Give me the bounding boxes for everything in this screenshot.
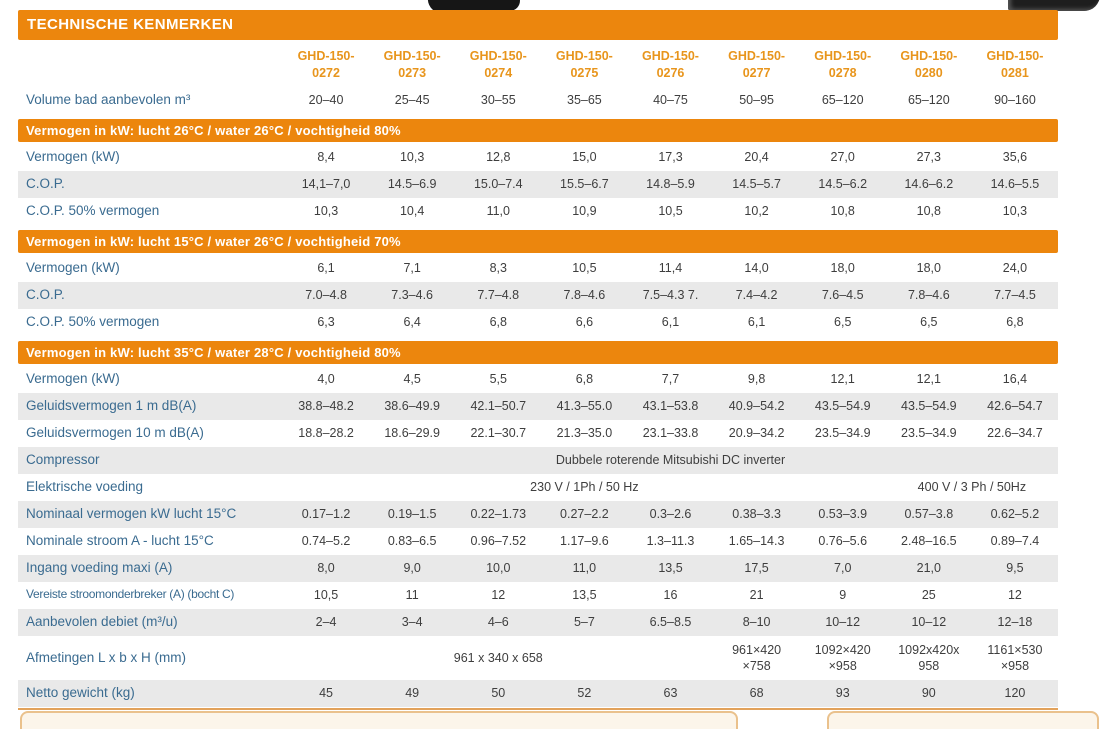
value-cell: 42.6–54.7	[987, 399, 1043, 414]
value-cell: 10,3	[313, 204, 339, 219]
value-cell: 7.7–4.5	[994, 288, 1036, 303]
section-header: Vermogen in kW: lucht 26°C / water 26°C / vochtigheid 80%	[18, 119, 1058, 142]
value-cell: 2.48–16.5	[901, 534, 957, 549]
value-cell: 12–18	[997, 615, 1033, 630]
row-label: Geluidsvermogen 1 m dB(A)	[26, 398, 197, 414]
value-cell: 45	[319, 686, 333, 701]
column-header: GHD-150- 0273	[383, 49, 441, 80]
value-cell: 7.5–4.3 7.	[642, 288, 699, 303]
value-cell: 8,3	[489, 261, 507, 276]
value-cell: 14,0	[744, 261, 769, 276]
column-header: GHD-150- 0280	[900, 49, 958, 80]
column-header-row	[18, 40, 1058, 87]
row-label: Geluidsvermogen 10 m dB(A)	[26, 425, 204, 441]
value-cell: 23.5–34.9	[814, 426, 871, 441]
value-cell: 10,4	[399, 204, 425, 219]
value-cell: 0.83–6.5	[387, 534, 437, 549]
value-cell: 13,5	[572, 588, 597, 603]
table-bottom-border	[18, 708, 1058, 710]
value-cell: 10,9	[572, 204, 597, 219]
value-cell: 1092x420x 958	[898, 642, 960, 673]
row-label: Aanbevolen debiet (m³/u)	[26, 614, 178, 630]
value-cell: 961 x 340 x 658	[453, 650, 543, 665]
value-cell: 10,5	[658, 204, 683, 219]
value-cell: 10–12	[825, 615, 861, 630]
value-cell: 22.1–30.7	[470, 426, 527, 441]
value-cell: 6,3	[317, 315, 335, 330]
value-cell: 7.4–4.2	[735, 288, 778, 303]
value-cell: 17,5	[744, 561, 769, 576]
value-cell: 6.5–8.5	[649, 615, 692, 630]
table-row	[18, 680, 1058, 707]
value-cell: 6,5	[920, 315, 938, 330]
value-cell: 14,1–7,0	[301, 177, 351, 192]
value-cell: 1.3–11.3	[646, 534, 695, 549]
value-cell: 52	[577, 686, 592, 701]
value-cell: 21	[749, 588, 764, 603]
value-cell: 90–160	[994, 93, 1036, 108]
row-label: Elektrische voeding	[26, 479, 144, 495]
value-cell: 11,0	[572, 561, 597, 576]
value-cell: 17,3	[658, 150, 683, 165]
row-label: Compressor	[26, 452, 100, 468]
value-cell: 25	[921, 588, 936, 603]
value-cell: 7.0–4.8	[305, 288, 347, 303]
value-cell: 10,2	[744, 204, 769, 219]
value-cell: 21.3–35.0	[556, 426, 613, 441]
spec-table-body	[18, 87, 1058, 707]
value-cell: 3–4	[401, 615, 423, 630]
value-cell: 7.3–4.6	[391, 288, 434, 303]
next-section-box	[20, 711, 738, 729]
value-cell: 38.6–49.9	[384, 399, 440, 414]
value-cell: 43.1–53.8	[642, 399, 699, 414]
value-cell: 6,8	[1006, 315, 1024, 330]
value-cell: 20.9–34.2	[728, 426, 785, 441]
row-label: Vermogen (kW)	[26, 371, 120, 387]
value-cell: 10,3	[399, 150, 425, 165]
column-header: GHD-150- 0278	[814, 49, 872, 80]
value-cell: 12	[1007, 588, 1022, 603]
table-row	[18, 528, 1058, 555]
value-cell: 40–75	[653, 93, 688, 108]
table-row	[18, 87, 1058, 114]
value-cell: 18.6–29.9	[384, 426, 440, 441]
value-cell: 12,8	[486, 150, 511, 165]
value-cell: Dubbele roterende Mitsubishi DC inverter	[555, 453, 786, 468]
value-cell: 21,0	[916, 561, 941, 576]
value-cell: 68	[749, 686, 764, 701]
value-cell: 14.5–5.7	[732, 177, 781, 192]
value-cell: 6,4	[403, 315, 421, 330]
value-cell: 0.53–3.9	[818, 507, 868, 522]
value-cell: 35,6	[1002, 150, 1028, 165]
value-cell: 43.5–54.9	[901, 399, 957, 414]
value-cell: 93	[835, 686, 850, 701]
row-label: C.O.P. 50% vermogen	[26, 203, 160, 219]
value-cell: 40.9–54.2	[728, 399, 785, 414]
value-cell: 230 V / 1Ph / 50 Hz	[530, 480, 639, 495]
value-cell: 90	[921, 686, 936, 701]
value-cell: 6,1	[661, 315, 680, 330]
value-cell: 1161×530 ×958	[987, 642, 1043, 673]
table-row	[18, 636, 1058, 680]
column-header: GHD-150- 0276	[642, 49, 699, 80]
table-row	[18, 420, 1058, 447]
value-cell: 8,4	[317, 150, 335, 165]
value-cell: 14.8–5.9	[646, 177, 695, 192]
value-cell: 0.89–7.4	[990, 534, 1040, 549]
value-cell: 23.1–33.8	[642, 426, 699, 441]
value-cell: 35–65	[567, 93, 602, 108]
value-cell: 400 V / 3 Ph / 50Hz	[917, 480, 1027, 495]
value-cell: 10,0	[486, 561, 511, 576]
value-cell: 7,0	[834, 561, 852, 576]
row-label: Nominale stroom A - lucht 15°C	[26, 533, 214, 549]
table-row	[18, 255, 1058, 282]
value-cell: 22.6–34.7	[987, 426, 1043, 441]
value-cell: 8,0	[317, 561, 335, 576]
section-header: Vermogen in kW: lucht 15°C / water 26°C / vochtigheid 70%	[18, 230, 1058, 253]
value-cell: 11	[405, 588, 419, 603]
value-cell: 10,5	[313, 588, 339, 603]
value-cell: 65–120	[907, 93, 950, 108]
value-cell: 15,0	[572, 150, 597, 165]
value-cell: 9,5	[1006, 561, 1024, 576]
value-cell: 6,1	[747, 315, 766, 330]
value-cell: 18,0	[916, 261, 941, 276]
value-cell: 10,3	[1002, 204, 1028, 219]
value-cell: 23.5–34.9	[901, 426, 957, 441]
value-cell: 10,8	[830, 204, 855, 219]
value-cell: 15.0–7.4	[473, 177, 523, 192]
value-cell: 7,7	[661, 372, 680, 387]
value-cell: 1.17–9.6	[560, 534, 609, 549]
table-row	[18, 198, 1058, 225]
row-label: Afmetingen L x b x H (mm)	[26, 649, 187, 665]
value-cell: 6,8	[489, 315, 507, 330]
value-cell: 6,1	[317, 261, 335, 276]
table-row	[18, 582, 1058, 609]
row-label: Volume bad aanbevolen m³	[26, 92, 191, 108]
value-cell: 6,8	[575, 372, 594, 387]
table-row	[18, 447, 1058, 474]
value-cell: 20,4	[744, 150, 769, 165]
row-label: C.O.P.	[26, 287, 65, 303]
section-header: Vermogen in kW: lucht 35°C / water 28°C / vochtigheid 80%	[18, 341, 1058, 364]
value-cell: 38.8–48.2	[298, 399, 354, 414]
value-cell: 10,8	[916, 204, 941, 219]
value-cell: 11,4	[658, 261, 683, 276]
value-cell: 9	[839, 588, 847, 603]
value-cell: 25–45	[394, 93, 430, 108]
column-header: GHD-150- 0272	[297, 49, 355, 80]
value-cell: 10,5	[572, 261, 597, 276]
row-label: Ingang voeding maxi (A)	[26, 560, 173, 576]
column-header: GHD-150- 0281	[986, 49, 1044, 80]
table-row	[18, 501, 1058, 528]
value-cell: 41.3–55.0	[556, 399, 613, 414]
value-cell: 43.5–54.9	[814, 399, 871, 414]
value-cell: 12,1	[830, 372, 855, 387]
table-row	[18, 555, 1058, 582]
value-cell: 14.6–6.2	[904, 177, 954, 192]
row-label: Vermogen (kW)	[26, 149, 120, 165]
value-cell: 13,5	[658, 561, 683, 576]
value-cell: 0.17–1.2	[301, 507, 351, 522]
value-cell: 12	[491, 588, 506, 603]
value-cell: 18,0	[830, 261, 855, 276]
row-label: Vereiste stroomonderbreker (A) (bocht C)	[26, 587, 235, 602]
value-cell: 8–10	[742, 615, 771, 630]
value-cell: 0.3–2.6	[649, 507, 692, 522]
value-cell: 30–55	[480, 93, 516, 108]
row-label: C.O.P. 50% vermogen	[26, 314, 160, 330]
value-cell: 50	[491, 686, 506, 701]
value-cell: 49	[405, 686, 420, 701]
value-cell: 1092×420 ×958	[814, 642, 871, 673]
value-cell: 4,0	[317, 372, 335, 387]
value-cell: 0.57–3.8	[904, 507, 954, 522]
table-row	[18, 393, 1058, 420]
value-cell: 20–40	[308, 93, 344, 108]
value-cell: 4,5	[403, 372, 421, 387]
value-cell: 11,0	[486, 204, 510, 219]
row-label: Nominaal vermogen kW lucht 15°C	[26, 506, 237, 522]
value-cell: 0.76–5.6	[818, 534, 868, 549]
value-cell: 7.8–4.6	[907, 288, 950, 303]
column-header: GHD-150- 0274	[469, 49, 527, 80]
value-cell: 10–12	[911, 615, 947, 630]
table-title: TECHNISCHE KENMERKEN	[18, 10, 1058, 40]
value-cell: 7,1	[403, 261, 421, 276]
value-cell: 0.74–5.2	[301, 534, 351, 549]
value-cell: 14.5–6.2	[818, 177, 868, 192]
value-cell: 16	[663, 588, 678, 603]
value-cell: 65–120	[821, 93, 864, 108]
value-cell: 16,4	[1002, 372, 1028, 387]
value-cell: 18.8–28.2	[298, 426, 354, 441]
column-header: GHD-150- 0275	[555, 49, 613, 80]
table-row	[18, 609, 1058, 636]
table-row	[18, 474, 1058, 501]
value-cell: 12,1	[916, 372, 941, 387]
value-cell: 27,3	[916, 150, 941, 165]
value-cell: 7.6–4.5	[821, 288, 864, 303]
value-cell: 5,5	[489, 372, 507, 387]
value-cell: 9,8	[747, 372, 766, 387]
value-cell: 0.22–1.73	[470, 507, 527, 522]
value-cell: 6,6	[575, 315, 594, 330]
value-cell: 7.8–4.6	[563, 288, 606, 303]
value-cell: 14.6–5.5	[990, 177, 1040, 192]
value-cell: 27,0	[830, 150, 855, 165]
column-header: GHD-150- 0277	[728, 49, 786, 80]
value-cell: 961×420 ×758	[732, 642, 782, 673]
value-cell: 24,0	[1002, 261, 1028, 276]
table-row	[18, 366, 1058, 393]
value-cell: 50–95	[739, 93, 774, 108]
value-cell: 5–7	[573, 615, 595, 630]
value-cell: 42.1–50.7	[470, 399, 527, 414]
value-cell: 14.5–6.9	[387, 177, 437, 192]
row-label: Vermogen (kW)	[26, 260, 120, 276]
value-cell: 0.27–2.2	[560, 507, 609, 522]
table-row	[18, 309, 1058, 336]
value-cell: 0.19–1.5	[387, 507, 437, 522]
row-label: C.O.P.	[26, 176, 65, 192]
value-cell: 2–4	[315, 615, 337, 630]
value-cell: 0.62–5.2	[990, 507, 1040, 522]
row-label: Netto gewicht (kg)	[26, 685, 135, 701]
spec-table	[18, 10, 1058, 710]
value-cell: 7.7–4.8	[477, 288, 520, 303]
value-cell: 63	[663, 686, 678, 701]
value-cell: 9,0	[403, 561, 421, 576]
value-cell: 6,5	[834, 315, 852, 330]
next-section-box	[827, 711, 1099, 729]
table-row	[18, 171, 1058, 198]
value-cell: 0.96–7.52	[470, 534, 527, 549]
table-row	[18, 282, 1058, 309]
value-cell: 15.5–6.7	[560, 177, 609, 192]
value-cell: 0.38–3.3	[732, 507, 781, 522]
value-cell: 1.65–14.3	[728, 534, 785, 549]
value-cell: 4–6	[487, 615, 509, 630]
value-cell: 120	[1004, 686, 1026, 701]
table-row	[18, 144, 1058, 171]
